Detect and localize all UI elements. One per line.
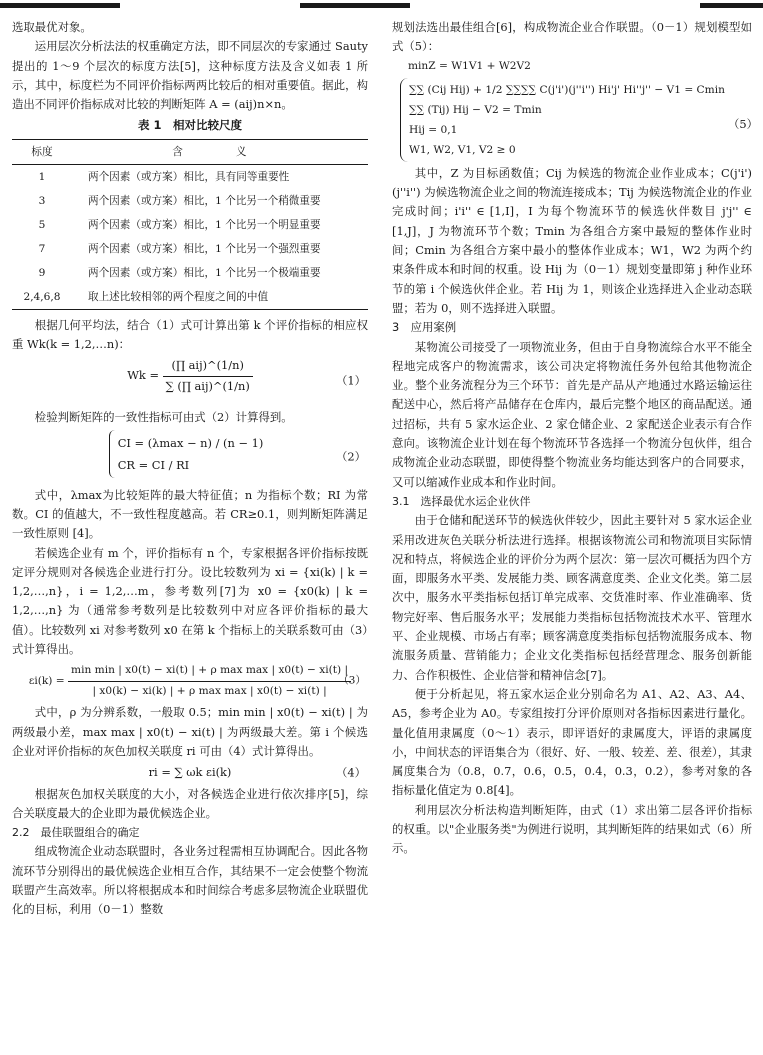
paragraph: 组成物流企业动态联盟时，各业务过程需相互协调配合。因此各物流环节分别得出的最优候选企业相互合作，其结果不一定会使整个物流联盟产生高效率。所以将根据成本和时间综合考虑多层物流企业联盟优化的目标，利用（0－1）整数 bbox=[12, 844, 368, 917]
left-column bbox=[12, 18, 368, 920]
table-cell: 7 bbox=[38, 242, 46, 255]
table-header: 含 义 bbox=[72, 139, 368, 164]
equation-number: （3） bbox=[338, 674, 366, 687]
equation-number: （4） bbox=[335, 765, 366, 780]
equation-1 bbox=[12, 356, 368, 406]
eq1-lhs: Wk = bbox=[127, 368, 159, 383]
eq3-lhs: εi(k) = bbox=[28, 675, 65, 688]
eq4-body: ri = ∑ ωk εi(k) bbox=[148, 765, 232, 780]
table-row bbox=[12, 164, 368, 189]
table-cell: 9 bbox=[38, 266, 46, 279]
section-heading: 3 应用案例 bbox=[392, 320, 457, 335]
paragraph: 其中，Z 为目标函数值；Cij 为候选的物流企业作业成本；C(j'i')(j''i'') 为候选物流企业之间的物流连接成本；Tij 为候选物流企业的作业完成时间；i'i'' ∈ [1,I]，I 为每个物流环节的候选伙伴数目 j'j'' ∈ [1,J]，J 为物流环节个数；Tmin 为各组合方案中最短的整体作业时间；Cmin 为各组合方案中最小的整体作业成本；W1，W2 为两个约束条件成本和时间的权重。设 Hij 为（0－1）规划变量即第 j 种作业环节的第 i 个候选伙伴企业。若 Hij 为 1，则该企业选择进入企业动态联盟；若为 0，则不选择进入联盟。 bbox=[392, 165, 752, 315]
eq1-denominator: ∑ (∏ aij)^(1/n) bbox=[165, 378, 250, 393]
eq5-line: ∑∑ (Tij) Hij − V2 = Tmin bbox=[409, 103, 542, 116]
table-cell: 5 bbox=[38, 218, 46, 231]
table-cell: 两个因素（或方案）相比，1 个比另一个极端重要 bbox=[88, 266, 321, 279]
eq2-line: CI = (λmax − n) / (n − 1) bbox=[117, 435, 264, 450]
table-cell: 3 bbox=[38, 194, 46, 207]
equation-4 bbox=[12, 763, 368, 782]
paragraph: 利用层次分析法构造判断矩阵，由式（1）求出第二层各评价指标的权重。以"企业服务类"为例进行说明，其判断矩阵的结果如式（6）所示。 bbox=[392, 802, 752, 856]
paragraph: 根据灰色加权关联度的大小，对各候选企业进行依次排序[5]，综合关联度最大的企业即为最优候选企业。 bbox=[12, 786, 368, 820]
paragraph: 便于分析起见，将五家水运企业分别命名为 A1、A2、A3、A4、A5，参考企业为 A0。专家组按打分评价原则对各指标因素进行量化。量化值用隶属度（0～1）表示，即评语好的隶属度大，评语的隶属度小，中间状态的评语集合为（很好、好、一般、较差、差、很差），其隶属度集合为（0.8，0.7，0.6，0.5，0.4，0.3，0.2），参考对象的各指标量化值定为 0.8[4]。 bbox=[392, 686, 752, 798]
eq5-line: ∑∑ (Cij Hij) + 1/2 ∑∑∑∑ C(j'i')(j''i'') Hi'j' Hi''j'' − V1 = Cmin bbox=[409, 83, 725, 96]
paragraph: 某物流公司接受了一项物流业务，但由于自身物流综合水平不能全程地完成客户的物流需求，该公司决定将物流任务外包给其他物流企业。整个业务流程分为三个环节：首先是产品从产地通过水路运输运往配送中心，然后将产品储存在仓库内，最后完整个地区的商品配送。通过招标，共有 5 家水运企业、2 家仓储企业、2 家配送企业表示有合作意向。该物流企业计划在每个物流环节各选择一个物流分包伙伴，组合成物流企业动态联盟，即使得整个物流业务均能达到客户的合同要求，又可以缩减作业成本和作业时间。 bbox=[392, 339, 752, 489]
table-cell: 两个因素（或方案）相比，具有同等重要性 bbox=[88, 170, 290, 183]
equation-3 bbox=[12, 661, 368, 701]
eq5-line: Hij = 0,1 bbox=[409, 123, 458, 136]
table-caption: 表 1 相对比较尺度 bbox=[137, 118, 242, 133]
table-cell: 2,4,6,8 bbox=[12, 285, 72, 310]
table-header: 标度 bbox=[12, 139, 72, 164]
table-cell: 两个因素（或方案）相比，1 个比另一个强烈重要 bbox=[88, 242, 321, 255]
eq2-brace bbox=[109, 430, 272, 478]
equation-2 bbox=[12, 430, 368, 484]
table-cell: 两个因素（或方案）相比，1 个比另一个稍微重要 bbox=[88, 194, 321, 207]
paragraph: 检验判断矩阵的一致性指标可由式（2）计算得到。 bbox=[34, 410, 293, 425]
table-row bbox=[12, 237, 368, 261]
table-cell: 取上述比较相邻的两个程度之间的中值 bbox=[72, 285, 368, 310]
eq2-line: CR = CI / RI bbox=[117, 457, 190, 472]
eq1-numerator: (∏ aij)^(1/n) bbox=[163, 356, 253, 376]
table-row bbox=[12, 189, 368, 213]
eq3-denominator: | x0(k) − xi(k) | + ρ max max | x0(t) − xi(t) | bbox=[92, 684, 327, 697]
paragraph: 根据几何平均法，结合（1）式可计算出第 k 个评价指标的相应权重 Wk(k = 1,2,…n)： bbox=[12, 317, 368, 352]
paragraph: 式中，λmax为比较矩阵的最大特征值；n 为指标个数；RI 为常数。CI 的值越大，不一致性程度越高。若 CR≥0.1，则判断矩阵满足一致性原则 [4]。 bbox=[12, 487, 368, 541]
right-column bbox=[392, 18, 758, 859]
equation-number: （5） bbox=[727, 116, 758, 131]
paragraph: 由于仓储和配送环节的候选伙伴较少，因此主要针对 5 家水运企业采用改进灰色关联分析法进行选择。根据该物流公司和物流项目实际情况和特点，将候选企业的评价分为两个层次：第一层次可概括为四个方面，即服务水平类、发展能力类、顾客满意度类、企业文化类。第二层次中，服务水平类指标包括订单完成率、交货准时率、作业准确率、货物完好率、售后服务水平；发展能力类指标包括物流技术水平、管理水平、企业规模、市场占有率；顾客满意度类指标包括物流服务成本、物流服务质量、营销能力；企业文化类指标包括经营理念、服务创新能力、合作积极性、企业信誉和精神信念[7]。 bbox=[392, 513, 752, 682]
equation-number: （2） bbox=[335, 449, 366, 464]
paragraph: 选取最优对象。 bbox=[12, 20, 92, 34]
table-row bbox=[12, 261, 368, 285]
paragraph: 规划法选出最佳组合[6]，构成物流企业合作联盟。（0－1）规划模型如式（5）： bbox=[392, 20, 752, 54]
scale-table bbox=[12, 139, 368, 310]
eq5-objective: minZ = W1V1 + W2V2 bbox=[408, 59, 531, 72]
section-heading: 3.1 选择最优水运企业伙伴 bbox=[392, 494, 531, 508]
table-row bbox=[12, 213, 368, 237]
table-row bbox=[12, 285, 368, 310]
paragraph: 式中，ρ 为分辨系数，一般取 0.5；min min | x0(t) − xi(t) | 为两级最小差，max max | x0(t) − xi(t) | 为两级最大差。第 i 个候选企业对评价指标的灰色加权关联度 ri 可由（4）式计算得出。 bbox=[12, 705, 368, 758]
table-cell: 两个因素（或方案）相比，1 个比另一个明显重要 bbox=[88, 218, 321, 231]
paragraph: 若候选企业有 m 个，评价指标有 n 个，专家根据各评价指标按既定评分规则对各候选企业进行打分。设比较数列为 xi = {xi(k) | k = 1,2,…,n}，i = 1,2,…m，参考数列[7]为 x0 = {x0(k) | k = 1,2,…,n} 为（通常参考数列是比较数列中对应各评价指标的最大值）。比较数列 xi 对参考数列 x0 在第 k 个指标上的关联系数可由（3）式计算得出。 bbox=[12, 545, 368, 657]
eq3-numerator: min min | x0(t) − xi(t) | + ρ max max | x0(t) − xi(t) | bbox=[68, 661, 351, 681]
page-header-bar bbox=[0, 0, 763, 12]
table-cell: 1 bbox=[38, 170, 46, 183]
eq5-line: W1, W2, V1, V2 ≥ 0 bbox=[409, 143, 516, 156]
section-heading: 2.2 最佳联盟组合的确定 bbox=[12, 826, 140, 840]
eq3-fraction bbox=[68, 661, 351, 701]
equation-5-system bbox=[400, 78, 758, 162]
equation-number: （1） bbox=[335, 373, 366, 388]
paragraph: 运用层次分析法法的权重确定方法，即不同层次的专家通过 Sauty 提出的 1～9 个层次的标度方法[5]，这种标度方法及含义如表 1 所示，其中，标度栏为不同评价指标两两比较后的相对重要值。据此，构造出不同评价指标成对比较的判断矩阵 A = (aij)n×n。 bbox=[12, 39, 368, 112]
eq1-fraction bbox=[163, 356, 253, 396]
